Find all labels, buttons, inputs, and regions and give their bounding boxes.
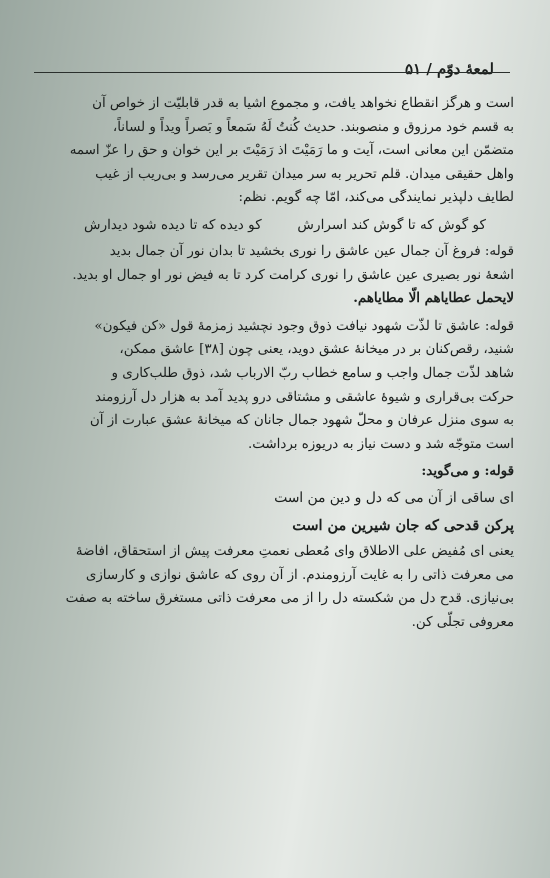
text-line: حرکت بی‌قراری و شیوهٔ عاشقی و مشتاقی درو پدید آمد به هزار دل آرزومند bbox=[95, 389, 514, 405]
text-line: یعنی ای مُفیض علی الاطلاق وای مُعطی نعمتِ معرفت پیش از استحقاق، افاضهٔ bbox=[75, 543, 514, 559]
text-line: می معرفت ذاتی را به غایت آرزومندم. از آن روی که عاشق نوازی و کارسازی bbox=[85, 567, 514, 583]
text-line: است و هرگز انقطاع نخواهد یافت، و مجموع اشیا به قدر قابلیّت از خواص آن bbox=[92, 96, 514, 111]
text-line: متضمّن این معانی است، آیت و ما رَمَیْتَ اذ رَمَیْتَ بر این خوان و حق را عزّ اسمه bbox=[69, 143, 514, 159]
running-head: لمعهٔ دوّم / ۵۱ bbox=[404, 60, 494, 78]
text-line: اشعهٔ نور بصیری عین عاشق را نوری کرامت کرد تا به فیض نور او جمال او بدید. bbox=[72, 267, 514, 283]
text-line: شنید، رقص‌کنان بر در میخانهٔ عشق دوید، یعنی چون [۳۸] عاشق ممکن، bbox=[119, 342, 514, 358]
header-divider bbox=[34, 72, 510, 73]
text-line: واهل حقیقی میدان. قلم تحریر به سر میدان تقریر می‌رسد و بی‌ریب از غیب bbox=[95, 166, 514, 182]
text-line: معروفی تجلّی کن. bbox=[411, 614, 514, 630]
text-line: است متوجّه شد و دست نیاز به دریوزه برداشت. bbox=[248, 436, 514, 452]
text-line: قوله: عاشق تا لذّت شهود نیافت ذوق وجود نچشید زمزمهٔ قول «کن فیکون» bbox=[94, 318, 514, 334]
verse-couplet-1 bbox=[24, 210, 514, 240]
text-line: به قسم خود مرزوق و منصوبند. حدیث کُنتُ لَهُ سَمعاً و بَصراً ویداً و لساناً، bbox=[112, 119, 514, 135]
text-line: قوله: و می‌گوید: bbox=[421, 463, 514, 480]
text-line: به سوی منزل عرفان و محلّ شهود جمال جانان که میخانهٔ عشق عبارت از آن bbox=[89, 413, 514, 429]
verse-hemistich-right: کو گوش که تا گوش کند اسرارش bbox=[297, 216, 486, 233]
body-text bbox=[24, 92, 514, 634]
text-line: لایحمل عطایاهم الّا مطایاهم. bbox=[353, 290, 514, 307]
text-line: قوله: فروغ آن جمال عین عاشق را نوری بخشید تا بدان نور آن جمال بدید bbox=[109, 243, 514, 259]
text-line: شاهد لذّت جمال واجب و سامع خطاب ربّ الارباب شد، ذوق طلب‌کاری و bbox=[111, 365, 514, 381]
verse-line-1: ای ساقی از آن می که دل و دین من است bbox=[274, 489, 514, 506]
text-line: لطایف دلپذیر نمایندگی می‌کند، امّا چه گویم. نظم: bbox=[238, 190, 514, 206]
verse-hemistich-left: کو دیده که تا دیده شود دیدارش bbox=[84, 216, 262, 233]
verse-line-2: پرکن قدحی که جان شیرین من است bbox=[292, 516, 514, 534]
text-line: بی‌نیازی. قدح دل من شکسته دل را از می معرفت ذاتی مستغرق ساخته به صفت bbox=[65, 591, 514, 607]
